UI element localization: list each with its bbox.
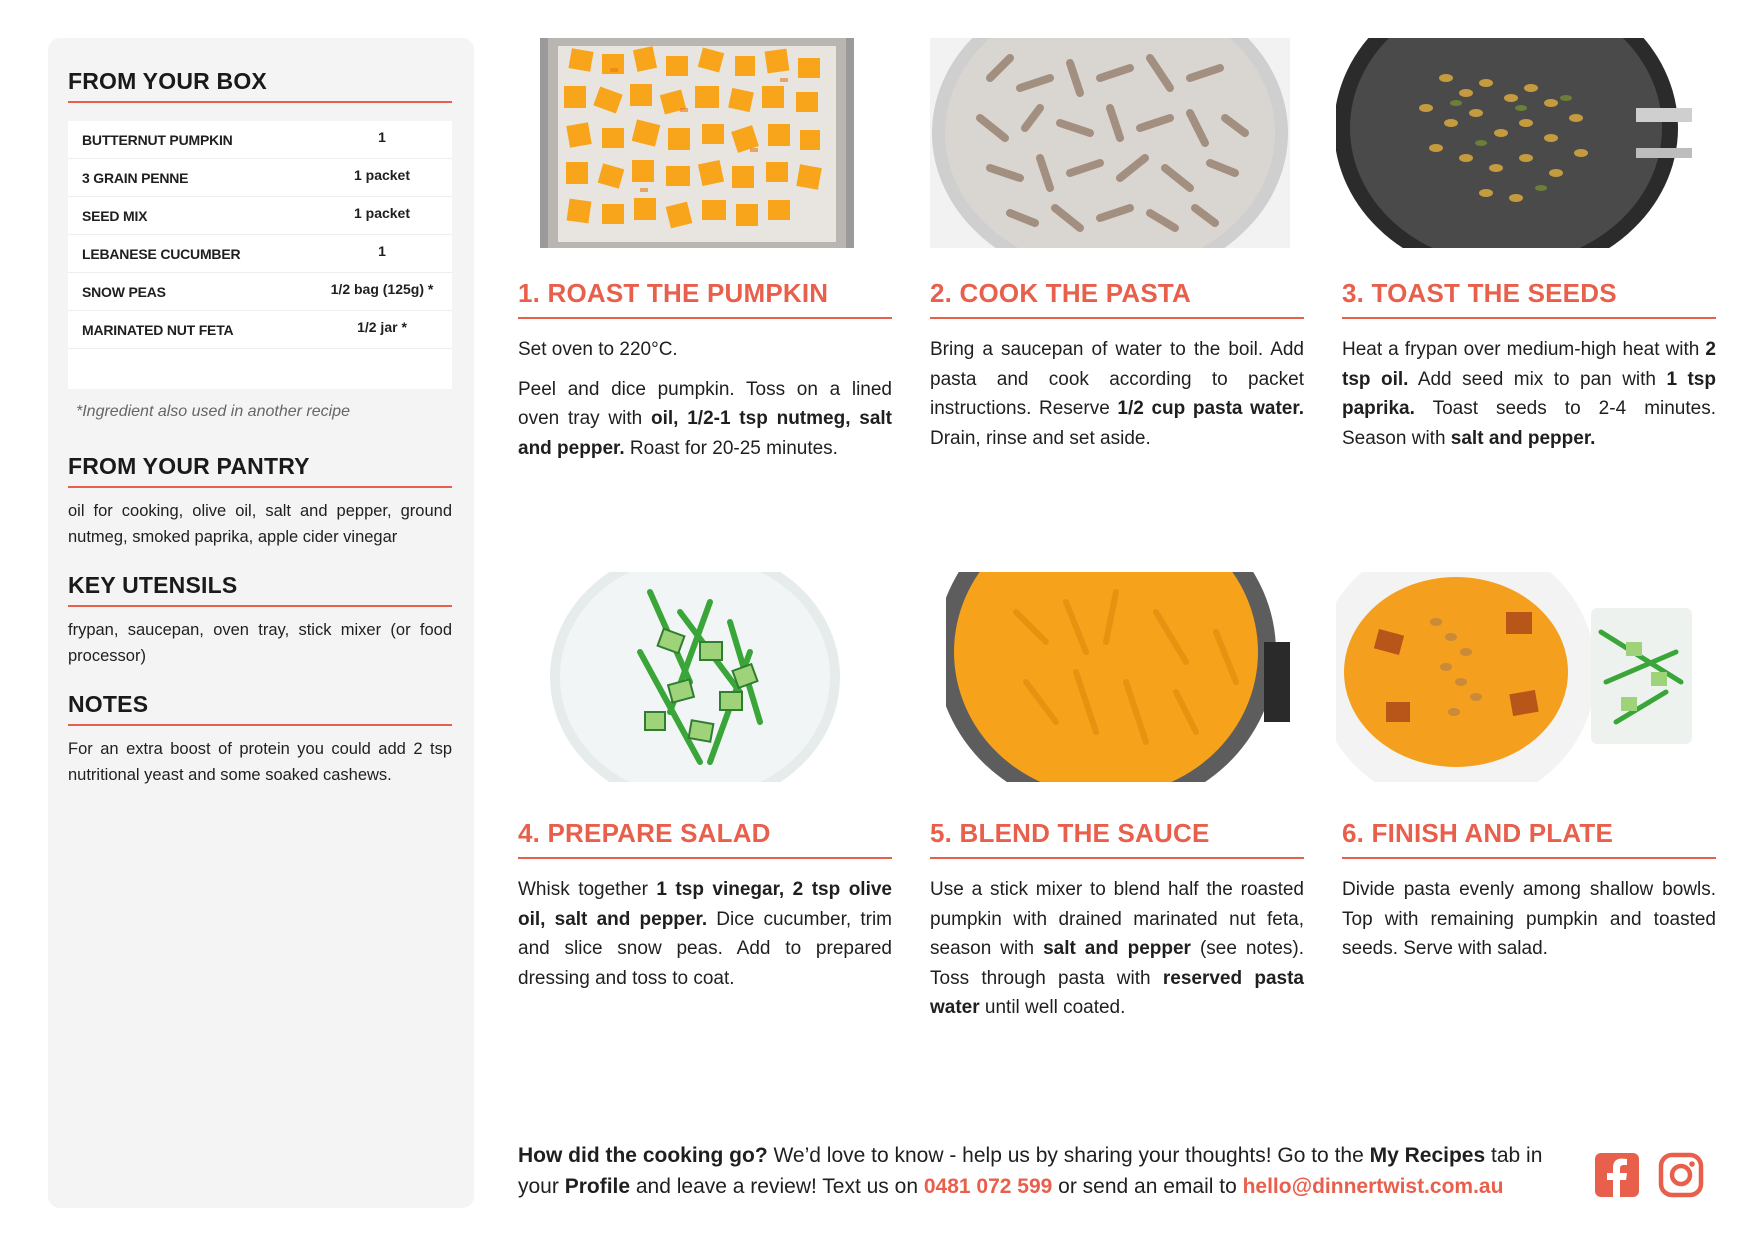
step-2-text: Drain, rinse and set aside. bbox=[930, 427, 1151, 449]
instagram-icon bbox=[1658, 1152, 1704, 1198]
step-5-photo bbox=[946, 572, 1290, 782]
step-6-photo bbox=[1336, 572, 1692, 782]
step-3-bold: 2 tsp oil. bbox=[1342, 339, 1716, 390]
box-ingredients-table bbox=[68, 121, 452, 389]
ingredient-qty: 1/2 jar * bbox=[357, 318, 407, 335]
step-3-body bbox=[1342, 335, 1716, 453]
table-row-empty bbox=[68, 349, 452, 389]
step-3-text: Heat a frypan over medium-high heat with bbox=[1342, 339, 1706, 360]
ingredient-qty: 1 bbox=[378, 242, 386, 259]
ingredient-qty: 1/2 bag (125g) * bbox=[330, 280, 434, 297]
step-3-bold: salt and pepper. bbox=[1450, 427, 1596, 449]
salad-bowl-icon bbox=[550, 572, 840, 782]
plated-pasta-icon bbox=[1336, 572, 1692, 782]
facebook-icon bbox=[1594, 1152, 1640, 1198]
ingredient-qty: 1 bbox=[378, 128, 386, 145]
ingredient-name: LEBANESE CUCUMBER bbox=[82, 245, 241, 262]
step-5-body bbox=[930, 875, 1304, 1023]
step-4-p bbox=[518, 875, 892, 993]
ingredient-name: MARINATED NUT FETA bbox=[82, 321, 234, 338]
step-2-text: Bring a saucepan of water to the boil. Add pasta and cook according to packet instructions. Reserve bbox=[930, 339, 1304, 419]
step-1-body bbox=[518, 335, 892, 463]
step-1-title: 1. ROAST THE PUMPKIN bbox=[518, 278, 892, 319]
step-5-text: (see notes). bbox=[1190, 938, 1304, 959]
penne-colander-icon bbox=[930, 38, 1290, 248]
notes-text: For an extra boost of protein you could add 2 tsp nutritional yeast and some soaked cashews. bbox=[68, 740, 452, 784]
step-3-bold: 1 tsp paprika. bbox=[1342, 368, 1716, 419]
step-5-p bbox=[930, 875, 1304, 1023]
step-5-text: until well coated. bbox=[979, 997, 1126, 1018]
seeds-frypan-icon bbox=[1336, 38, 1692, 248]
sauce-pot-icon bbox=[946, 572, 1290, 782]
footer-question: How did the cooking go? bbox=[518, 1144, 768, 1167]
step-1-p2 bbox=[518, 375, 892, 464]
step-4-text: Dice cucumber, trim and slice snow peas. Add to prepared dressing and toss to coat. bbox=[518, 908, 892, 989]
step-1-text: Peel and dice pumpkin. Toss on a lined oven tray with bbox=[518, 378, 892, 429]
step-2-body bbox=[930, 335, 1304, 453]
step-3-text: Add seed mix to pan with bbox=[1408, 368, 1667, 390]
step-4-title: 4. PREPARE SALAD bbox=[518, 818, 892, 859]
step-6-title: 6. FINISH AND PLATE bbox=[1342, 818, 1716, 859]
step-5-title: 5. BLEND THE SAUCE bbox=[930, 818, 1304, 859]
step-5-bold: salt and pepper bbox=[1043, 938, 1191, 959]
pantry-title: FROM YOUR PANTRY bbox=[68, 453, 452, 488]
step-2-title: 2. COOK THE PASTA bbox=[930, 278, 1304, 319]
footer-text: and leave a review! Text us on bbox=[630, 1175, 924, 1198]
ingredient-name: SNOW PEAS bbox=[82, 283, 166, 300]
instagram-link[interactable] bbox=[1658, 1152, 1704, 1198]
footer-profile: Profile bbox=[564, 1175, 631, 1198]
step-2-photo bbox=[930, 38, 1290, 248]
step-3-photo bbox=[1336, 38, 1692, 248]
ingredient-footnote: *Ingredient also used in another recipe bbox=[76, 403, 350, 420]
notes-title: NOTES bbox=[68, 691, 452, 726]
step-3-p bbox=[1342, 335, 1716, 453]
footer-text: or send an email to bbox=[1052, 1175, 1243, 1198]
ingredient-name: SEED MIX bbox=[82, 207, 148, 224]
step-5-text: Toss through pasta with bbox=[930, 967, 1163, 989]
step-1-photo bbox=[540, 38, 854, 248]
table-row bbox=[68, 311, 452, 349]
step-3-text: Toast seeds to 2-4 minutes. Season with bbox=[1342, 398, 1716, 449]
step-5-text: Use a stick mixer to blend half the roasted pumpkin with drained marinated nut feta, season with bbox=[930, 879, 1304, 959]
ingredient-name: BUTTERNUT PUMPKIN bbox=[82, 131, 233, 148]
step-4-bold: 1 tsp vinegar, 2 tsp olive oil, salt and pepper. bbox=[518, 879, 892, 930]
email-link[interactable]: hello@dinnertwist.com.au bbox=[1242, 1175, 1504, 1198]
table-row bbox=[68, 159, 452, 197]
phone-link[interactable]: 0481 072 599 bbox=[923, 1175, 1053, 1198]
step-1-text: Roast for 20-25 minutes. bbox=[624, 437, 838, 459]
pantry-text: oil for cooking, olive oil, salt and pepper, ground nutmeg, smoked paprika, apple cider vinegar bbox=[68, 502, 452, 546]
step-4-body bbox=[518, 875, 892, 993]
step-1-p1: Set oven to 220°C. bbox=[518, 339, 678, 360]
review-footer bbox=[518, 1140, 1568, 1202]
step-4-photo bbox=[550, 572, 840, 782]
table-row bbox=[68, 121, 452, 159]
utensils-title: KEY UTENSILS bbox=[68, 572, 452, 607]
ingredient-name: 3 GRAIN PENNE bbox=[82, 169, 189, 186]
table-row bbox=[68, 273, 452, 311]
step-2-bold: 1/2 cup pasta water. bbox=[1117, 398, 1305, 419]
step-2-p bbox=[930, 335, 1304, 453]
step-4-text: Whisk together bbox=[518, 879, 657, 900]
footer-text: tab in your bbox=[518, 1144, 1543, 1198]
table-row bbox=[68, 197, 452, 235]
roasted-pumpkin-tray-icon bbox=[540, 38, 854, 248]
box-title: FROM YOUR BOX bbox=[68, 68, 452, 103]
step-6-body bbox=[1342, 875, 1716, 964]
step-6-p: Divide pasta evenly among shallow bowls. Top with remaining pumpkin and toasted seeds. Serve with salad. bbox=[1342, 879, 1716, 959]
ingredient-qty: 1 packet bbox=[353, 204, 411, 221]
ingredient-qty: 1 packet bbox=[353, 166, 411, 183]
footer-text: We’d love to know - help us by sharing your thoughts! Go to the bbox=[767, 1144, 1370, 1167]
footer-my-recipes: My Recipes bbox=[1369, 1144, 1486, 1167]
step-5-bold: reserved pasta water bbox=[930, 967, 1304, 1018]
step-3-title: 3. TOAST THE SEEDS bbox=[1342, 278, 1716, 319]
ingredients-sidebar bbox=[48, 38, 474, 1208]
utensils-text: frypan, saucepan, oven tray, stick mixer (or food processor) bbox=[68, 621, 452, 665]
table-row bbox=[68, 235, 452, 273]
facebook-link[interactable] bbox=[1594, 1152, 1640, 1198]
step-1-bold: oil, 1/2-1 tsp nutmeg, salt and pepper. bbox=[518, 408, 892, 459]
